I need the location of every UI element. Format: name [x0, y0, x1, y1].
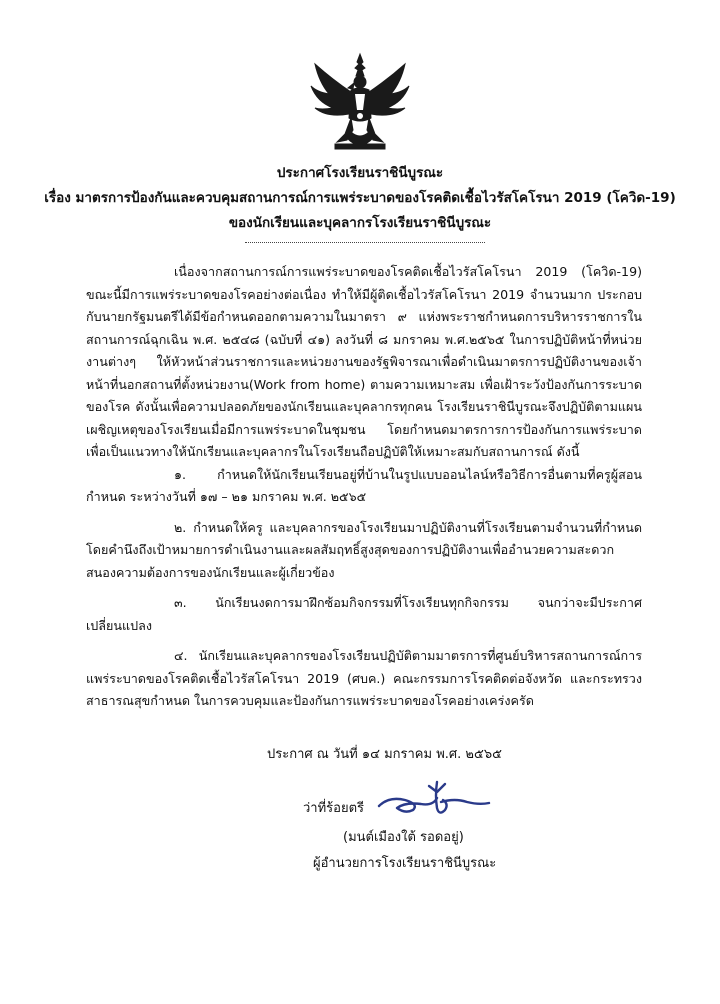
- intro-paragraph: เนื่องจากสถานการณ์การแพร่ระบาดของโรคติดเชื้อไวรัสโคโรนา 2019 (โควิด-19) ขณะนี้มีการแพร่ระบาดของโรคอย่างต่อเนื่อง ทำให้มีผู้ติดเชื้อไวรัสโคโรนา 2019 จำนวนมาก ประกอบกับนายกรัฐมนตรีได้มีข้อกำหนดออกตามความในมาตรา ๙ แห่งพระราชกำหนดการบริหารราชการในสถานการณ์ฉุกเฉิน พ.ศ. ๒๕๔๘ (ฉบับที่ ๔๑) ลงวันที่ ๘ มกราคม พ.ศ.๒๕๖๕ ในการปฏิบัติหน้าที่หน่วยงานต่างๆ ให้หัวหน้าส่วนราชการและหน่วยงานของรัฐพิจารณาเพื่อดำเนินมาตรการปฏิบัติงานของเจ้าหน้าที่นอกสถานที่ตั้งหน่วยงาน(Work from home) ตามความเหมาะสม เพื่อเฝ้าระวังป้องกันการระบาดของโรค ดังนั้นเพื่อความปลอดภัยของนักเรียนและบุคลากรทุกคน โรงเรียนราชินีบูรณะจึงปฏิบัติตามแผนเผชิญเหตุของโรงเรียนเมื่อมีการแพร่ระบาดในชุมชน โดยกำหนดมาตรการการป้องกันการแพร่ระบาด เพื่อเป็นแนวทางให้นักเรียนและบุคลากรในโรงเรียนถือปฏิบัติให้เหมาะสมกับสถานการณ์ ดังนี้: [86, 264, 642, 459]
- measure-item-4: ๔. นักเรียนและบุคลากรของโรงเรียนปฏิบัติตามมาตรการที่ศูนย์บริหารสถานการณ์การแพร่ระบาดของโรคติดเชื้อไวรัสโคโรนา 2019 (ศบค.) คณะกรรมการโรคติดต่อจังหวัด และกระทรวงสาธารณสุขกำหนด ในการควบคุมและป้องกันการแพร่ระบาดของโรคอย่างเคร่งครัด: [86, 648, 642, 708]
- measure-item-3: ๓. นักเรียนงดการมาฝึกซ้อมกิจกรรมที่โรงเรียนทุกกิจกรรม จนกว่าจะมีประกาศเปลี่ยนแปลง: [86, 595, 642, 633]
- announcement-body: [86, 261, 642, 713]
- signer-position: ผู้อำนวยการโรงเรียนราชินีบูรณะ: [313, 856, 497, 871]
- measure-item-2: ๒. กำหนดให้ครู และบุคลากรของโรงเรียนมาปฏิบัติงานที่โรงเรียนตามจำนวนที่กำหนด โดยคำนึงถึงเป้าหมายการดำเนินงานและผลสัมฤทธิ์สูงสุดของการปฏิบัติงานเพื่ออำนวยความสะดวก สนองความต้องการของนักเรียนและผู้เกี่ยวข้อง: [86, 519, 642, 580]
- dotted-divider: [245, 242, 485, 243]
- title-line-1: ประกาศโรงเรียนราชินีบูรณะ: [276, 165, 444, 181]
- signer-rank: ว่าที่ร้อยตรี: [303, 801, 365, 816]
- measure-item-1: ๑. กำหนดให้นักเรียนเรียนอยู่ที่บ้านในรูปแบบออนไลน์หรือวิธีการอื่นตามที่ครูผู้สอนกำหนด ระหว่างวันที่ ๑๗ – ๒๑ มกราคม พ.ศ. ๒๕๖๕: [86, 466, 642, 504]
- garuda-emblem-icon: [307, 52, 413, 154]
- signer-name: (มนต์เมืองใต้ รอดอยู่): [343, 830, 464, 845]
- announcement-date: ประกาศ ณ วันที่ ๑๔ มกราคม พ.ศ. ๒๕๖๕: [267, 747, 502, 762]
- title-line-2: เรื่อง มาตรการป้องกันและควบคุมสถานการณ์การแพร่ระบาดของโรคติดเชื้อไวรัสโคโรนา 2019 (โควิด-19): [44, 190, 676, 206]
- title-line-3: ของนักเรียนและบุคลากรโรงเรียนราชินีบูรณะ: [228, 215, 492, 231]
- handwritten-signature: [375, 778, 493, 822]
